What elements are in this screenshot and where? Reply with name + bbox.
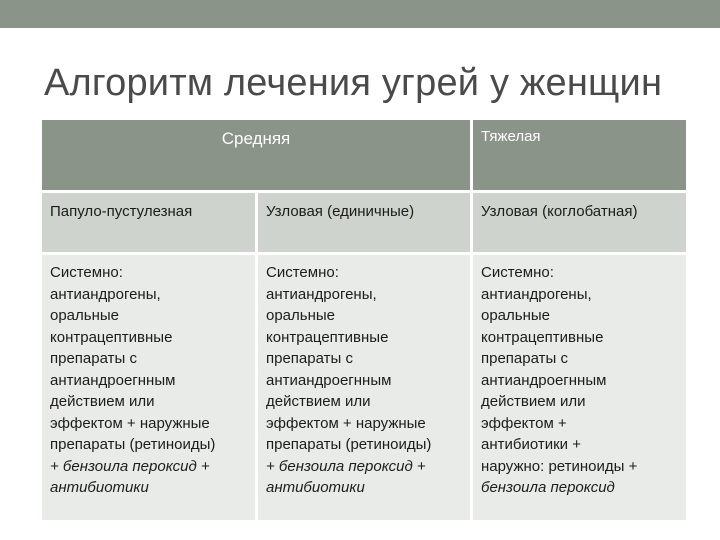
treatment-line: действием или	[50, 393, 155, 410]
treatment-line: оральные	[481, 307, 551, 324]
treatment-line: препараты (ретиноиды)	[266, 436, 432, 453]
treatment-line: оральные	[266, 307, 336, 324]
cell-nodular-single: Узловая (единичные)	[258, 193, 470, 252]
treatment-line: антиандрогены,	[266, 285, 377, 303]
cell-treatment-nodular-conglobate	[473, 255, 686, 520]
treatment-line: антиандроегнным	[266, 371, 392, 389]
header-cell-severe: Тяжелая	[473, 120, 686, 190]
treatment-line: действием или	[481, 393, 586, 410]
treatment-line: препараты с	[50, 350, 137, 367]
treatment-line-italic: + бензоила пероксид +	[50, 457, 210, 475]
treatment-line-italic: антибиотики	[266, 479, 365, 496]
treatment-line: антиандрогены,	[481, 285, 592, 303]
treatment-line-italic: антибиотики	[50, 479, 149, 496]
treatment-line: контрацептивные	[481, 328, 604, 346]
treatment-line: эффектом + наружные	[50, 414, 210, 432]
cell-papulopustular: Папуло-пустулезная	[42, 193, 255, 252]
cell-treatment-papulopustular	[42, 255, 255, 520]
treatment-line: контрацептивные	[50, 328, 173, 346]
treatment-line: Системно:	[266, 264, 339, 281]
treatment-line: антиандрогены,	[50, 285, 161, 303]
treatment-line: эффектом +	[481, 414, 567, 432]
treatment-line: контрацептивные	[266, 328, 389, 346]
treatment-line: антиандроегнным	[50, 371, 176, 389]
treatment-line: антибиотики +	[481, 436, 581, 453]
treatment-line: действием или	[266, 393, 371, 410]
treatment-line: Системно:	[481, 264, 554, 281]
treatment-table	[42, 120, 686, 520]
treatment-line: препараты (ретиноиды)	[50, 436, 216, 453]
treatment-line: антиандроегнным	[481, 371, 607, 389]
treatment-line: Системно:	[50, 264, 123, 281]
header-cell-moderate: Средняя	[42, 120, 470, 190]
treatment-line: препараты с	[481, 350, 568, 367]
cell-treatment-nodular-single	[258, 255, 470, 520]
treatment-line-italic: бензоила пероксид	[481, 479, 615, 496]
cell-nodular-conglobate: Узловая (коглобатная)	[473, 193, 686, 252]
treatment-line: эффектом + наружные	[266, 414, 426, 432]
treatment-line: наружно: ретиноиды +	[481, 457, 638, 475]
slide-title: Алгоритм лечения угрей у женщин	[44, 62, 663, 104]
treatment-line: оральные	[50, 307, 120, 324]
treatment-line-italic: + бензоила пероксид +	[266, 457, 426, 475]
top-accent-band	[0, 0, 720, 28]
treatment-line: препараты с	[266, 350, 353, 367]
